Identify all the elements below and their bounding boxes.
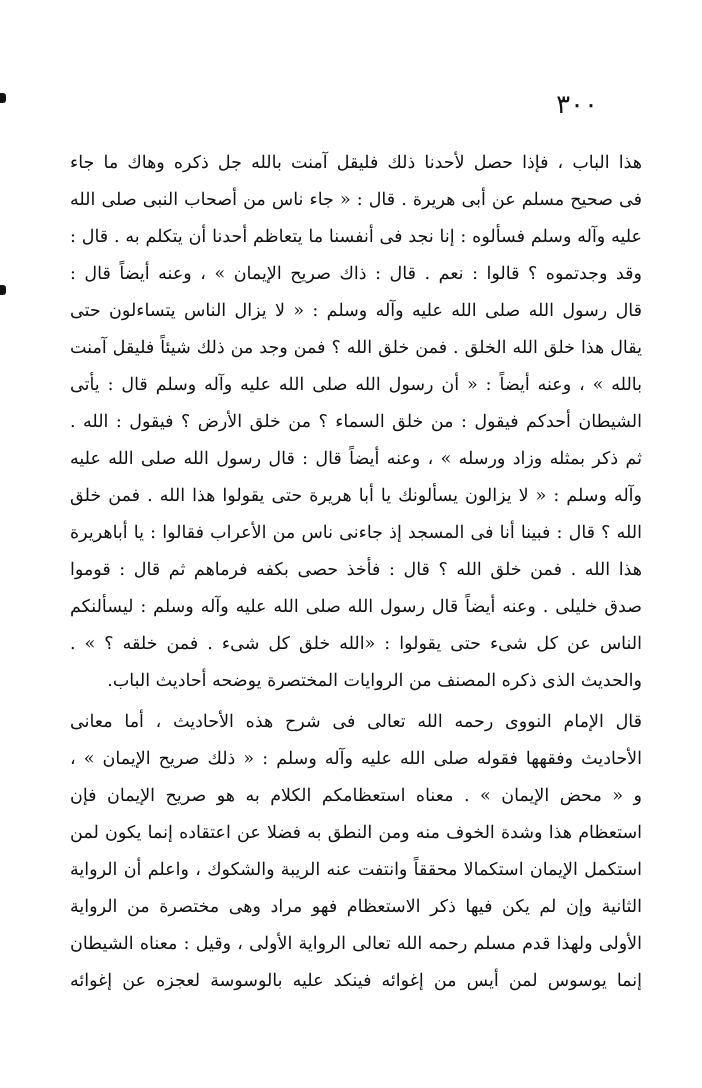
text-line: هذا الباب ، فإذا حصل لأحدنا ذلك فليقل آمنت بالله جل ذكره وهاك ما جاء <box>70 153 642 173</box>
page-number: ٣٠٠ <box>556 90 598 120</box>
text-line: الأحاديث وفقهها فقوله صلى الله عليه وآله وسلم : « ذلك صريح الإيمان » ، <box>70 749 642 769</box>
text-line: ثم ذكر بمثله وزاد ورسله » ، وعنه أيضاً قال : قال رسول الله صلى الله عليه <box>70 449 642 469</box>
text-line: استكمل الإيمان استكمالا محققاً وانتفت عنه الريبة والشكوك ، واعلم أن الرواية <box>70 860 642 880</box>
text-line: قال الإمام النووى رحمه الله تعالى فى شرح هذه الأحاديث ، أما معانى <box>70 712 642 732</box>
text-line: فى صحيح مسلم عن أبى هريرة . قال : « جاء ناس من أصحاب النبى صلى الله <box>70 190 642 210</box>
text-line: والحديث الذى ذكره المصنف من الروايات المختصرة يوضحه أحاديث الباب. <box>107 671 642 691</box>
text-line: استعظام هذا وشدة الخوف منه ومن النطق به فضلا عن اعتقاده إنما يكون لمن <box>70 823 642 843</box>
page-edge-mark <box>0 285 6 295</box>
text-line: و « محض الإيمان » . معناه استعظامكم الكلام به هو صريح الإيمان فإن <box>70 786 642 806</box>
text-line: يقال هذا خلق الله الخلق . فمن خلق الله ؟ فمن وجد من ذلك شيئاً فليقل آمنت <box>70 338 642 358</box>
page-edge-mark <box>0 93 6 103</box>
text-line: الناس عن كل شىء حتى يقولوا : «الله خلق كل شىء . فمن خلقه ؟ » . <box>70 634 642 654</box>
text-line: صدق خليلى . وعنه أيضاً قال رسول الله صلى الله عليه وآله وسلم : ليسألنكم <box>70 597 642 617</box>
text-line: إنما يوسوس لمن أيس من إغوائه فينكد عليه بالوسوسة لعجزه عن إغوائه <box>70 971 642 991</box>
text-line: وآله وسلم : « لا يزالون يسألونك يا أبا هريرة حتى يقولوا هذا الله . فمن خلق <box>70 486 642 506</box>
text-line: بالله » ، وعنه أيضاً : « أن رسول الله صلى الله عليه وآله وسلم قال : يأتى <box>70 375 642 395</box>
text-line: الله ؟ قال : فبينا أنا فى المسجد إذ جاءنى ناس من الأعراب فقالوا : يا أباهريرة <box>70 523 642 543</box>
text-line: الشيطان أحدكم فيقول : من خلق السماء ؟ من خلق الأرض ؟ فيقول : الله . <box>70 412 642 432</box>
text-line: الثانية وإن لم يكن فيها ذكر الاستعظام فهو مراد وهى مختصرة من الرواية <box>70 897 642 917</box>
paragraph-nawawi-commentary <box>70 704 642 1000</box>
text-line: وقد وجدتموه ؟ قالوا : نعم . قال : ذاك صريح الإيمان » ، وعنه أيضاً قال : <box>70 264 642 284</box>
text-line: الأولى ولهذا قدم مسلم رحمه الله تعالى الرواية الأولى ، وقيل : معناه الشيطان <box>70 934 642 954</box>
text-line: عليه وآله وسلم فسألوه : إنا نجد فى أنفسنا ما يتعاظم أحدنا أن يتكلم به . قال : <box>70 227 642 247</box>
text-line: قال رسول الله صلى الله عليه وآله وسلم : « لا يزال الناس يتساءلون حتى <box>70 301 642 321</box>
text-line: هذا الله . فمن خلق الله ؟ قال : فأخذ حصى بكفه فرماهم ثم قال : قوموا <box>70 560 642 580</box>
paragraph-hadith-narrations <box>70 145 642 700</box>
